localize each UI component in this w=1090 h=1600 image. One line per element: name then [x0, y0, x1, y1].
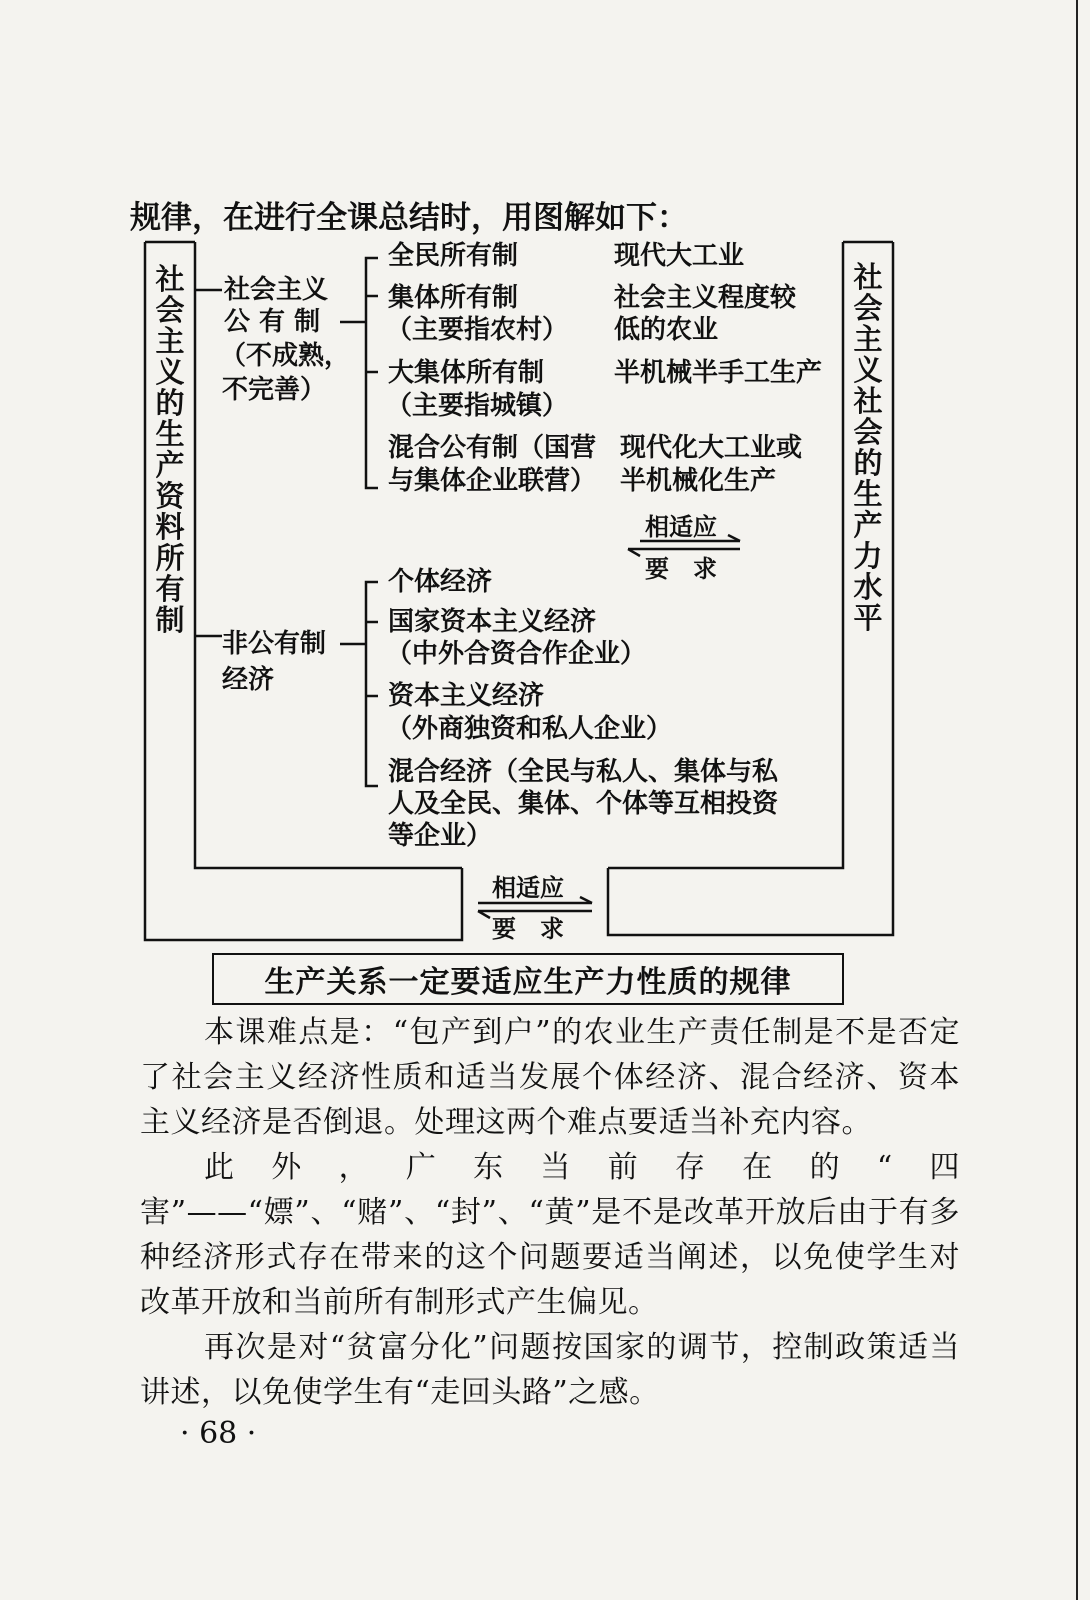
- public-item-4-line2: 与集体企业联营）: [388, 466, 597, 496]
- nonpublic-item-3: 资本主义经济: [388, 681, 545, 711]
- public-item-2: 集体所有制: [388, 283, 519, 313]
- productivity-4: 现代化大工业或: [620, 433, 803, 463]
- public-label-2: 公 有 制: [224, 307, 321, 337]
- upper-arrow-top-label: 相适应: [645, 512, 717, 541]
- right-box-label: 社会主义社会的生产力水平: [853, 260, 883, 635]
- left-box-label: 社会主义的生产资料所有制: [155, 262, 185, 637]
- public-item-4: 混合公有制（国营: [388, 433, 597, 463]
- paragraph-3: 再次是对“贫富分化”问题按国家的调节，控制政策适当讲述，以免使学生有“走回头路”之感。: [140, 1330, 960, 1410]
- nonpublic-item-2: 国家资本主义经济: [388, 607, 597, 637]
- public-item-3-note: （主要指城镇）: [386, 391, 569, 421]
- nonpublic-item-2-note: （中外合资合作企业）: [386, 639, 647, 669]
- page-number: · 68 ·: [180, 1416, 257, 1451]
- productivity-1: 现代大工业: [614, 241, 745, 271]
- paragraph-2: 此外，广东当前存在的“四害”——“嫖”、“赌”、“封”、“黄”是不是改革开放后由于有多种经济形式存在带来的这个问题要适当阐述，以免使学生对改革开放和当前所有制形式产生偏见。: [140, 1150, 960, 1320]
- lower-arrow-top-label: 相适应: [492, 873, 564, 902]
- upper-arrow-bottom-label: 要 求: [645, 554, 717, 583]
- public-item-3: 大集体所有制: [388, 358, 545, 388]
- public-item-2-note: （主要指农村）: [386, 315, 569, 345]
- public-label-4: 不完善）: [222, 375, 327, 405]
- nonpublic-item-3-note: （外商独资和私人企业）: [386, 714, 673, 744]
- nonpublic-item-4-line3: 等企业）: [388, 821, 493, 851]
- law-text: 生产关系一定要适应生产力性质的规律: [264, 965, 792, 1000]
- nonpublic-item-4: 混合经济（全民与私人、集体与私: [388, 757, 779, 787]
- nonpublic-bracket: [366, 582, 378, 786]
- paragraph-1: 本课难点是：“包产到户”的农业生产责任制是不是否定了社会主义经济性质和适当发展个体经济、混合经济、资本主义经济是否倒退。处理这两个难点要适当补充内容。: [140, 1015, 960, 1140]
- productivity-3: 半机械半手工生产: [614, 358, 823, 388]
- nonpublic-label-2: 经济: [222, 665, 275, 695]
- productivity-2: 社会主义程度较: [614, 283, 797, 313]
- nonpublic-label-1: 非公有制: [222, 629, 327, 659]
- body-text: [140, 1010, 960, 1415]
- public-item-1: 全民所有制: [388, 241, 519, 271]
- law-box: [212, 953, 844, 1005]
- intro-line: 规律，在进行全课总结时，用图解如下：: [130, 200, 688, 236]
- public-label-3: （不成熟，: [220, 341, 351, 371]
- lower-arrow-bottom-label: 要 求: [492, 914, 564, 943]
- public-label-1: 社会主义: [224, 275, 329, 305]
- productivity-2-line2: 低的农业: [614, 315, 719, 345]
- productivity-4-line2: 半机械化生产: [620, 466, 777, 496]
- nonpublic-item-4-line2: 人及全民、集体、个体等互相投资: [388, 789, 779, 819]
- nonpublic-item-1: 个体经济: [388, 567, 493, 597]
